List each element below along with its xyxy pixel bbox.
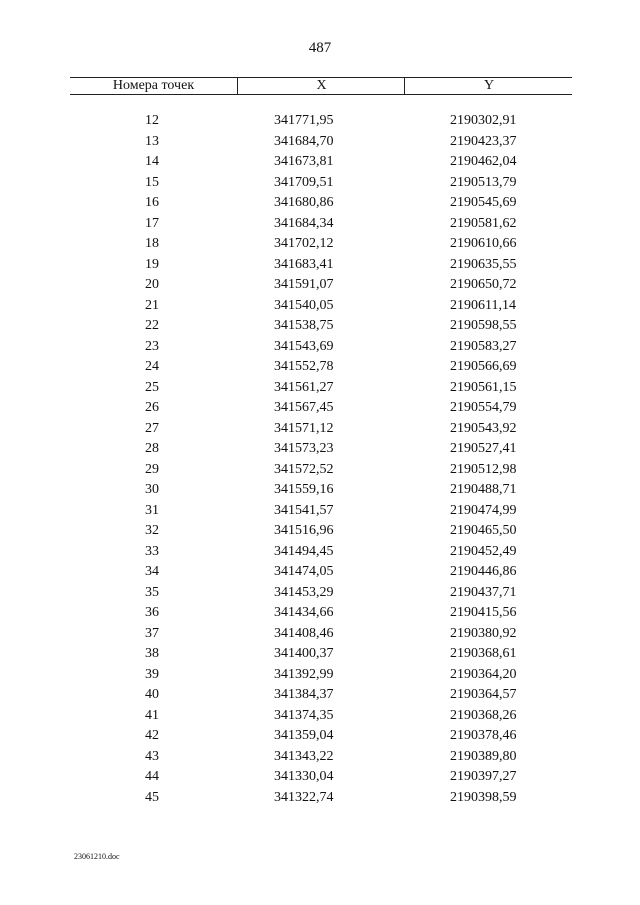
table-row <box>70 214 572 235</box>
point-number-cell: 29 <box>145 461 159 477</box>
table-row <box>70 603 572 624</box>
x-coordinate-cell: 341573,23 <box>274 441 334 456</box>
header-point-number: Номера точек <box>112 78 195 93</box>
table-row <box>70 357 572 378</box>
table-row <box>70 234 572 255</box>
point-number-cell: 18 <box>145 236 159 251</box>
x-coordinate-cell: 341680,86 <box>274 195 334 210</box>
x-coordinate-cell: 341400,37 <box>274 646 334 661</box>
y-coordinate-cell: 2190474,99 <box>450 502 517 518</box>
y-coordinate-cell: 2190545,69 <box>450 195 517 210</box>
table-row <box>70 111 572 132</box>
page-number: 487 <box>308 40 332 56</box>
x-coordinate-cell: 341709,51 <box>274 174 334 190</box>
table-row <box>70 644 572 665</box>
point-number-cell: 22 <box>145 318 159 333</box>
table-row <box>70 275 572 296</box>
point-number-cell: 30 <box>145 482 159 497</box>
x-coordinate-cell: 341591,07 <box>274 277 334 292</box>
x-coordinate-cell: 341384,37 <box>274 687 334 702</box>
point-number-cell: 32 <box>145 523 159 538</box>
y-coordinate-cell: 2190378,46 <box>450 728 517 743</box>
x-coordinate-cell: 341374,35 <box>274 707 334 723</box>
table-row <box>70 788 572 809</box>
table-row <box>70 439 572 460</box>
x-coordinate-cell: 341538,75 <box>274 318 334 333</box>
point-number-cell: 12 <box>145 113 159 128</box>
x-coordinate-cell: 341540,05 <box>274 297 334 313</box>
point-number-cell: 28 <box>145 441 159 456</box>
x-coordinate-cell: 341552,78 <box>274 359 334 374</box>
point-number-cell: 13 <box>145 133 159 149</box>
point-number-cell: 16 <box>145 195 159 210</box>
table-row <box>70 583 572 604</box>
table-row <box>70 152 572 173</box>
table-row <box>70 767 572 788</box>
table-row <box>70 460 572 481</box>
y-coordinate-cell: 2190465,50 <box>450 523 517 538</box>
x-coordinate-cell: 341494,45 <box>274 543 334 559</box>
x-coordinate-cell: 341453,29 <box>274 584 334 600</box>
y-coordinate-cell: 2190437,71 <box>450 584 517 600</box>
x-coordinate-cell: 341559,16 <box>274 482 334 497</box>
point-number-cell: 42 <box>145 728 159 743</box>
point-number-cell: 21 <box>145 297 159 313</box>
point-number-cell: 34 <box>145 564 159 579</box>
x-coordinate-cell: 341571,12 <box>274 420 334 436</box>
point-number-cell: 17 <box>145 215 159 231</box>
table-row <box>70 480 572 501</box>
y-coordinate-cell: 2190364,20 <box>450 666 517 682</box>
x-coordinate-cell: 341567,45 <box>274 400 334 415</box>
x-coordinate-cell: 341343,22 <box>274 748 334 764</box>
x-coordinate-cell: 341561,27 <box>274 379 334 395</box>
y-coordinate-cell: 2190610,66 <box>450 236 517 251</box>
point-number-cell: 44 <box>145 769 159 784</box>
y-coordinate-cell: 2190398,59 <box>450 789 517 805</box>
x-coordinate-cell: 341516,96 <box>274 523 334 538</box>
y-coordinate-cell: 2190423,37 <box>450 133 517 149</box>
header-x: X <box>237 78 405 94</box>
table-row <box>70 378 572 399</box>
point-number-cell: 31 <box>145 502 159 518</box>
y-coordinate-cell: 2190566,69 <box>450 359 517 374</box>
x-coordinate-cell: 341392,99 <box>274 666 334 682</box>
table-row <box>70 337 572 358</box>
point-number-cell: 45 <box>145 789 159 805</box>
table-row <box>70 316 572 337</box>
x-coordinate-cell: 341683,41 <box>274 256 334 272</box>
x-coordinate-cell: 341543,69 <box>274 338 334 354</box>
y-coordinate-cell: 2190415,56 <box>450 605 517 620</box>
table-row <box>70 193 572 214</box>
footer-filename: 23061210.doc <box>74 852 120 861</box>
y-coordinate-cell: 2190380,92 <box>450 625 517 641</box>
point-number-cell: 15 <box>145 174 159 190</box>
y-coordinate-cell: 2190635,55 <box>450 256 517 272</box>
y-coordinate-cell: 2190368,26 <box>450 707 517 723</box>
table-row <box>70 521 572 542</box>
y-coordinate-cell: 2190368,61 <box>450 646 517 661</box>
x-coordinate-cell: 341359,04 <box>274 728 334 743</box>
table-row <box>70 665 572 686</box>
x-coordinate-cell: 341322,74 <box>274 789 334 805</box>
y-coordinate-cell: 2190389,80 <box>450 748 517 764</box>
table-row <box>70 562 572 583</box>
y-coordinate-cell: 2190527,41 <box>450 441 517 456</box>
y-coordinate-cell: 2190561,15 <box>450 379 517 395</box>
point-number-cell: 24 <box>145 359 159 374</box>
y-coordinate-cell: 2190446,86 <box>450 564 517 579</box>
y-coordinate-cell: 2190581,62 <box>450 215 517 231</box>
y-coordinate-cell: 2190397,27 <box>450 769 517 784</box>
y-coordinate-cell: 2190598,55 <box>450 318 517 333</box>
table-row <box>70 501 572 522</box>
table-row <box>70 255 572 276</box>
x-coordinate-cell: 341771,95 <box>274 113 334 128</box>
y-coordinate-cell: 2190543,92 <box>450 420 517 436</box>
table-row <box>70 173 572 194</box>
x-coordinate-cell: 341572,52 <box>274 461 334 477</box>
point-number-cell: 14 <box>145 154 159 169</box>
y-coordinate-cell: 2190462,04 <box>450 154 517 169</box>
point-number-cell: 20 <box>145 277 159 292</box>
point-number-cell: 35 <box>145 584 159 600</box>
y-coordinate-cell: 2190513,79 <box>450 174 517 190</box>
point-number-cell: 41 <box>145 707 159 723</box>
table-row <box>70 624 572 645</box>
y-coordinate-cell: 2190611,14 <box>450 297 516 313</box>
y-coordinate-cell: 2190554,79 <box>450 400 517 415</box>
point-number-cell: 40 <box>145 687 159 702</box>
y-coordinate-cell: 2190302,91 <box>450 113 517 128</box>
x-coordinate-cell: 341673,81 <box>274 154 334 169</box>
x-coordinate-cell: 341541,57 <box>274 502 334 518</box>
table-row <box>70 685 572 706</box>
point-number-cell: 43 <box>145 748 159 764</box>
point-number-cell: 25 <box>145 379 159 395</box>
y-coordinate-cell: 2190583,27 <box>450 338 517 354</box>
point-number-cell: 19 <box>145 256 159 272</box>
point-number-cell: 37 <box>145 625 159 641</box>
x-coordinate-cell: 341330,04 <box>274 769 334 784</box>
x-coordinate-cell: 341434,66 <box>274 605 334 620</box>
table-body <box>70 111 572 808</box>
x-coordinate-cell: 341684,70 <box>274 133 334 149</box>
x-coordinate-cell: 341702,12 <box>274 236 334 251</box>
header-y: Y <box>404 78 573 94</box>
point-number-cell: 27 <box>145 420 159 436</box>
x-coordinate-cell: 341684,34 <box>274 215 334 231</box>
table-row <box>70 132 572 153</box>
x-coordinate-cell: 341474,05 <box>274 564 334 579</box>
table-row <box>70 398 572 419</box>
point-number-cell: 23 <box>145 338 159 354</box>
table-row <box>70 296 572 317</box>
point-number-cell: 26 <box>145 400 159 415</box>
table-row <box>70 726 572 747</box>
y-coordinate-cell: 2190488,71 <box>450 482 517 497</box>
table-row <box>70 747 572 768</box>
table-row <box>70 542 572 563</box>
table-header <box>70 77 572 95</box>
y-coordinate-cell: 2190364,57 <box>450 687 517 702</box>
table-row <box>70 706 572 727</box>
point-number-cell: 39 <box>145 666 159 682</box>
point-number-cell: 38 <box>145 646 159 661</box>
point-number-cell: 36 <box>145 605 159 620</box>
table-row <box>70 419 572 440</box>
y-coordinate-cell: 2190512,98 <box>450 461 517 477</box>
y-coordinate-cell: 2190650,72 <box>450 277 517 292</box>
x-coordinate-cell: 341408,46 <box>274 625 334 641</box>
point-number-cell: 33 <box>145 543 159 559</box>
y-coordinate-cell: 2190452,49 <box>450 543 517 559</box>
